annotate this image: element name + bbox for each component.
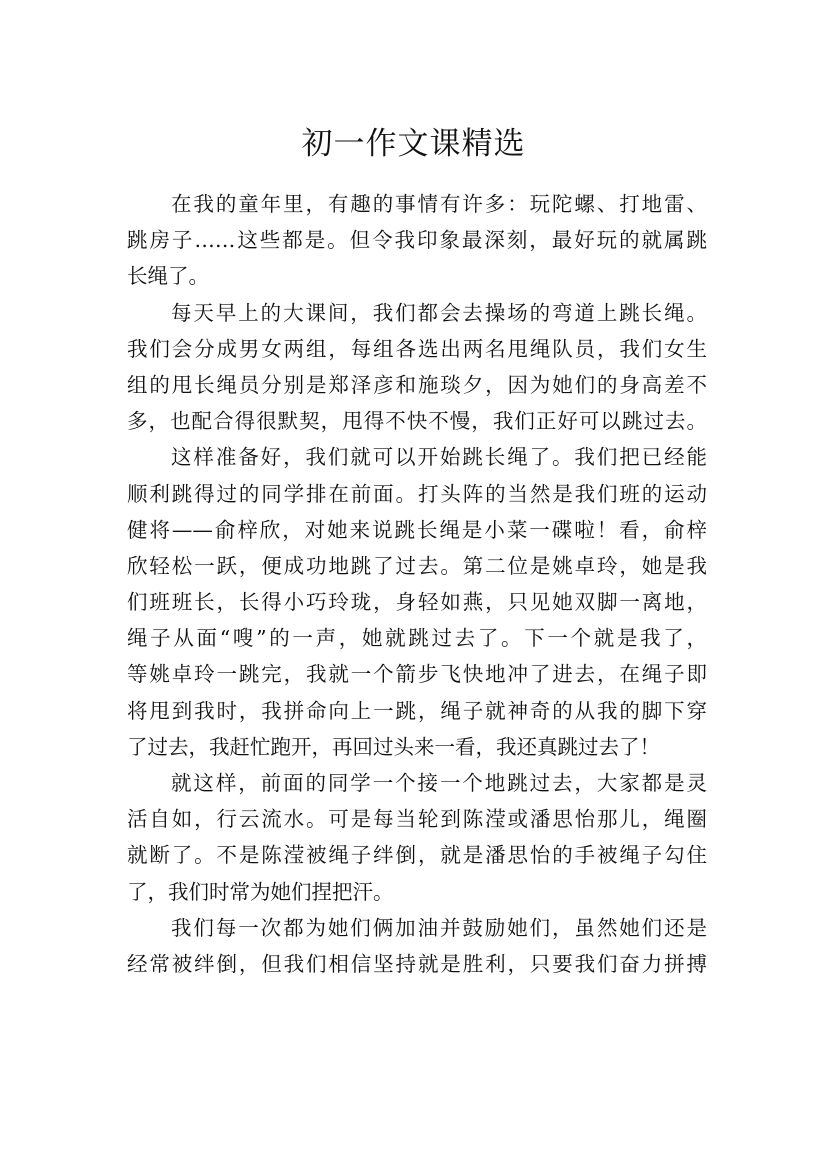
text-line: 了过去，我赶忙跑开，再回过头来一看，我还真跳过去了！: [127, 734, 660, 759]
text-line: 在我的童年里，有趣的事情有许多：玩陀螺、打地雷、: [171, 192, 707, 216]
text-line: 组的甩长绳员分别是郑泽彦和施琰夕，因为她们的身高差不: [127, 372, 707, 397]
text-line: 们班班长，长得小巧玲珑，身轻如燕，只见她双脚一离地，: [127, 590, 707, 615]
text-line: 就断了。不是陈滢被绳子绊倒，就是潘思怡的手被绳子勾住: [127, 843, 707, 868]
document-title: 初一作文课精选: [301, 125, 526, 162]
essay-body: [127, 186, 707, 982]
text-line: 就这样，前面的同学一个接一个地跳过去，大家都是灵: [171, 771, 707, 795]
text-line: 这样准备好，我们就可以开始跳长绳了。我们把已经能: [171, 445, 707, 470]
text-line: 欣轻松一跃，便成功地跳了过去。第二位是姚卓玲，她是我: [127, 553, 707, 578]
text-line: 绳子从面“嗖”的一声，她就跳过去了。下一个就是我了，: [127, 626, 707, 651]
text-line: 我们会分成男女两组，每组各选出两名甩绳队员，我们女生: [127, 336, 707, 361]
text-line: 多，也配合得很默契，甩得不快不慢，我们正好可以跳过去。: [127, 409, 707, 434]
text-line: 每天早上的大课间，我们都会去操场的弯道上跳长绳。: [171, 300, 707, 325]
text-line: 跳房子……这些都是。但令我印象最深刻，最好玩的就属跳: [127, 228, 707, 253]
text-line: 长绳了。: [127, 264, 209, 289]
text-line: 了，我们时常为她们捏把汗。: [127, 879, 394, 904]
text-line: 顺利跳得过的同学排在前面。打头阵的当然是我们班的运动: [127, 481, 707, 506]
text-line: 将甩到我时，我拼命向上一跳，绳子就神奇的从我的脚下穿: [127, 698, 707, 723]
text-line: 经常被绊倒，但我们相信坚持就是胜利，只要我们奋力拼搏: [127, 951, 707, 976]
text-line: 我们每一次都为她们俩加油并鼓励她们，虽然她们还是: [171, 915, 707, 940]
text-line: 等姚卓玲一跳完，我就一个箭步飞快地冲了进去，在绳子即: [127, 662, 707, 687]
text-line: 健将——俞梓欣，对她来说跳长绳是小菜一碟啦！看，俞梓: [127, 517, 707, 542]
text-line: 活自如，行云流水。可是每当轮到陈滢或潘思怡那儿，绳圈: [127, 807, 707, 832]
